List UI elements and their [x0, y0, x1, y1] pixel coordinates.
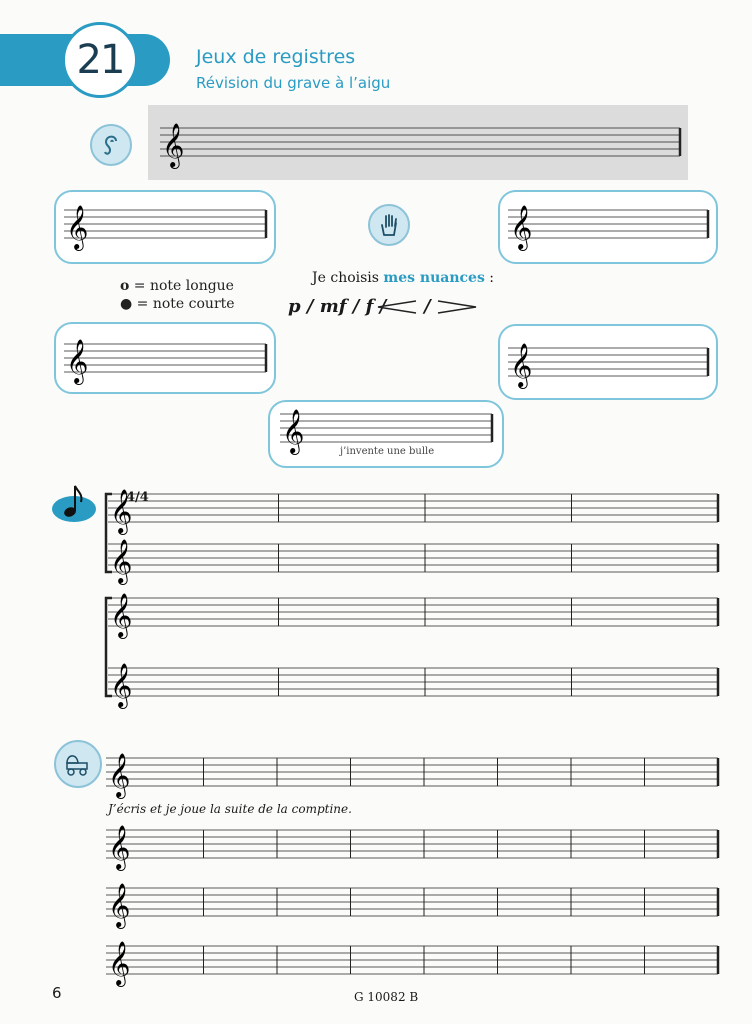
treble-clef: 𝄞	[66, 205, 89, 249]
nuances-instruction	[312, 270, 494, 286]
page-number: 6	[52, 984, 62, 1002]
exercise-title: Jeux de registres	[196, 46, 356, 68]
treble-clef: 𝄞	[110, 539, 133, 583]
exercise-number: 21	[62, 22, 138, 98]
nuances-suffix: :	[484, 270, 494, 286]
treble-clef: 𝄞	[108, 883, 131, 927]
crescendo-hairpin	[376, 300, 420, 314]
comptine-instruction: J’écris et je joue la suite de la comptine.	[108, 802, 352, 816]
dynamics-separator: /	[424, 296, 431, 317]
invent-caption: j’invente une bulle	[340, 446, 435, 457]
treble-clef: 𝄞	[162, 123, 185, 167]
ear-icon	[90, 124, 132, 166]
long-note-symbol: o	[120, 278, 130, 294]
treble-clef: 𝄞	[110, 593, 133, 637]
treble-clef: 𝄞	[282, 409, 305, 453]
long-note-text: = note longue	[133, 278, 234, 294]
treble-clef: 𝄞	[108, 825, 131, 869]
eighth-note-icon	[64, 484, 84, 518]
treble-clef: 𝄞	[108, 753, 131, 797]
treble-clef: 𝄞	[108, 941, 131, 985]
decrescendo-hairpin	[436, 300, 480, 314]
dynamics-markings	[288, 296, 386, 317]
treble-clef: 𝄞	[110, 489, 133, 533]
treble-clef: 𝄞	[66, 339, 89, 383]
duet-time-signature-1: 4/4	[126, 490, 149, 505]
hand-icon	[368, 204, 410, 246]
treble-clef: 𝄞	[110, 663, 133, 707]
treble-clef: 𝄞	[510, 205, 533, 249]
short-note-text: = note courte	[136, 296, 235, 312]
short-note-symbol: ●	[120, 296, 133, 312]
pram-icon	[54, 740, 102, 788]
dynamics-text: p / mf / f /	[288, 296, 387, 317]
treble-clef: 𝄞	[510, 343, 533, 387]
legend-short	[120, 296, 235, 312]
nuances-prefix: Je choisis	[312, 270, 379, 286]
nuances-highlight: mes nuances	[383, 270, 485, 286]
exercise-subtitle: Révision du grave à l’aigu	[196, 74, 391, 92]
catalog-code: G 10082 B	[354, 990, 419, 1004]
register-scale-box	[148, 105, 688, 180]
legend-long	[120, 278, 234, 294]
